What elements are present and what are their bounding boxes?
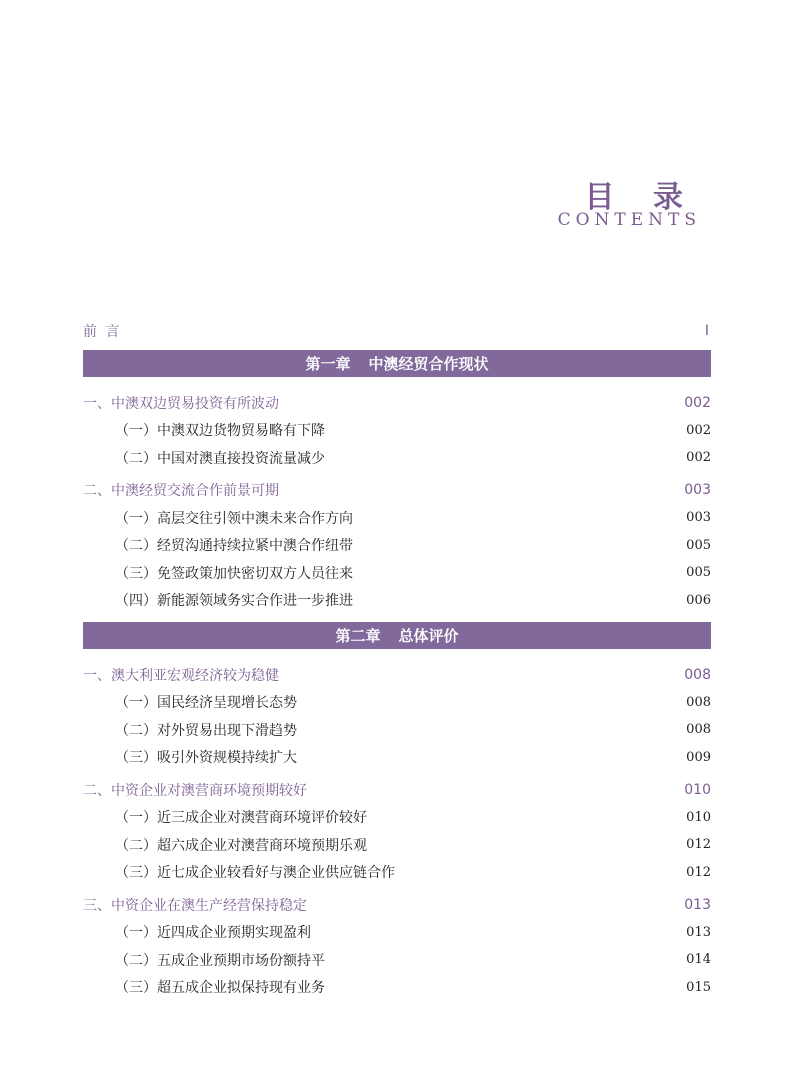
toc-section[interactable] (83, 891, 711, 919)
toc-subsection[interactable] (83, 946, 711, 974)
subsection-label: （二）五成企业预期市场份额持平 (115, 952, 325, 969)
chapter-title: 总体评价 (398, 627, 459, 645)
toc-entry-preface[interactable] (83, 318, 711, 344)
chapter-number: 第一章 (305, 355, 351, 373)
toc-subsection[interactable] (83, 444, 711, 472)
subsection-page: 002 (686, 422, 711, 438)
subsection-page: 005 (686, 565, 711, 581)
subsection-page: 005 (686, 537, 711, 553)
toc-section[interactable] (83, 661, 711, 689)
subsection-label: （四）新能源领域务实合作进一步推进 (115, 593, 353, 610)
chapter-1-heading[interactable] (83, 350, 711, 377)
subsection-page: 013 (686, 924, 711, 940)
chapter-2-heading[interactable] (83, 622, 711, 649)
section-label: 二、中资企业对澳营商环境预期较好 (83, 782, 307, 799)
subsection-page: 002 (686, 450, 711, 466)
subsection-label: （三）超五成企业拟保持现有业务 (115, 980, 325, 997)
preface-label: 前 言 (83, 324, 122, 340)
subsection-page: 012 (686, 864, 711, 880)
subsection-page: 009 (686, 749, 711, 765)
subsection-label: （一）国民经济呈现增长态势 (115, 695, 297, 712)
toc-subsection[interactable] (83, 804, 711, 832)
section-label: 一、澳大利亚宏观经济较为稳健 (83, 667, 279, 684)
subsection-label: （二）对外贸易出现下滑趋势 (115, 722, 297, 739)
subsection-page: 008 (686, 694, 711, 710)
subsection-label: （一）近三成企业对澳营商环境评价较好 (115, 810, 367, 827)
toc-section[interactable] (83, 776, 711, 804)
toc-subtitle: CONTENTS (557, 210, 701, 230)
chapter-number: 第二章 (335, 627, 381, 645)
subsection-page: 014 (686, 952, 711, 968)
subsection-page: 012 (686, 837, 711, 853)
toc-section[interactable] (83, 389, 711, 417)
toc-section[interactable] (83, 477, 711, 505)
subsection-page: 006 (686, 592, 711, 608)
section-page: 002 (684, 394, 711, 411)
section-label: 二、中澳经贸交流合作前景可期 (83, 483, 279, 500)
subsection-label: （一）高层交往引领中澳未来合作方向 (115, 510, 353, 527)
section-page: 003 (684, 482, 711, 499)
subsection-label: （三）免签政策加快密切双方人员往来 (115, 565, 353, 582)
preface-page: I (704, 323, 711, 339)
subsection-page: 015 (686, 979, 711, 995)
subsection-label: （三）近七成企业较看好与澳企业供应链合作 (115, 865, 395, 882)
section-page: 008 (684, 666, 711, 683)
subsection-page: 003 (686, 510, 711, 526)
toc-subsection[interactable] (83, 559, 711, 587)
toc-subsection[interactable] (83, 587, 711, 615)
toc-subsection[interactable] (83, 716, 711, 744)
toc-subsection[interactable] (83, 919, 711, 947)
toc-subsection[interactable] (83, 532, 711, 560)
chapter-title: 中澳经贸合作现状 (368, 355, 489, 373)
table-of-contents (83, 318, 711, 1006)
toc-title: 目 录 (584, 180, 697, 215)
subsection-label: （一）近四成企业预期实现盈利 (115, 925, 311, 942)
toc-subsection[interactable] (83, 689, 711, 717)
subsection-page: 010 (686, 809, 711, 825)
toc-subsection[interactable] (83, 974, 711, 1002)
toc-subsection[interactable] (83, 417, 711, 445)
section-page: 013 (684, 896, 711, 913)
section-page: 010 (684, 781, 711, 798)
subsection-label: （二）超六成企业对澳营商环境预期乐观 (115, 837, 367, 854)
subsection-page: 008 (686, 722, 711, 738)
subsection-label: （三）吸引外资规模持续扩大 (115, 750, 297, 767)
section-label: 一、中澳双边贸易投资有所波动 (83, 395, 279, 412)
subsection-label: （二）中国对澳直接投资流量减少 (115, 450, 325, 467)
toc-subsection[interactable] (83, 744, 711, 772)
toc-subsection[interactable] (83, 859, 711, 887)
subsection-label: （二）经贸沟通持续拉紧中澳合作纽带 (115, 538, 353, 555)
section-label: 三、中资企业在澳生产经营保持稳定 (83, 897, 307, 914)
toc-subsection[interactable] (83, 504, 711, 532)
subsection-label: （一）中澳双边货物贸易略有下降 (115, 423, 325, 440)
toc-subsection[interactable] (83, 831, 711, 859)
